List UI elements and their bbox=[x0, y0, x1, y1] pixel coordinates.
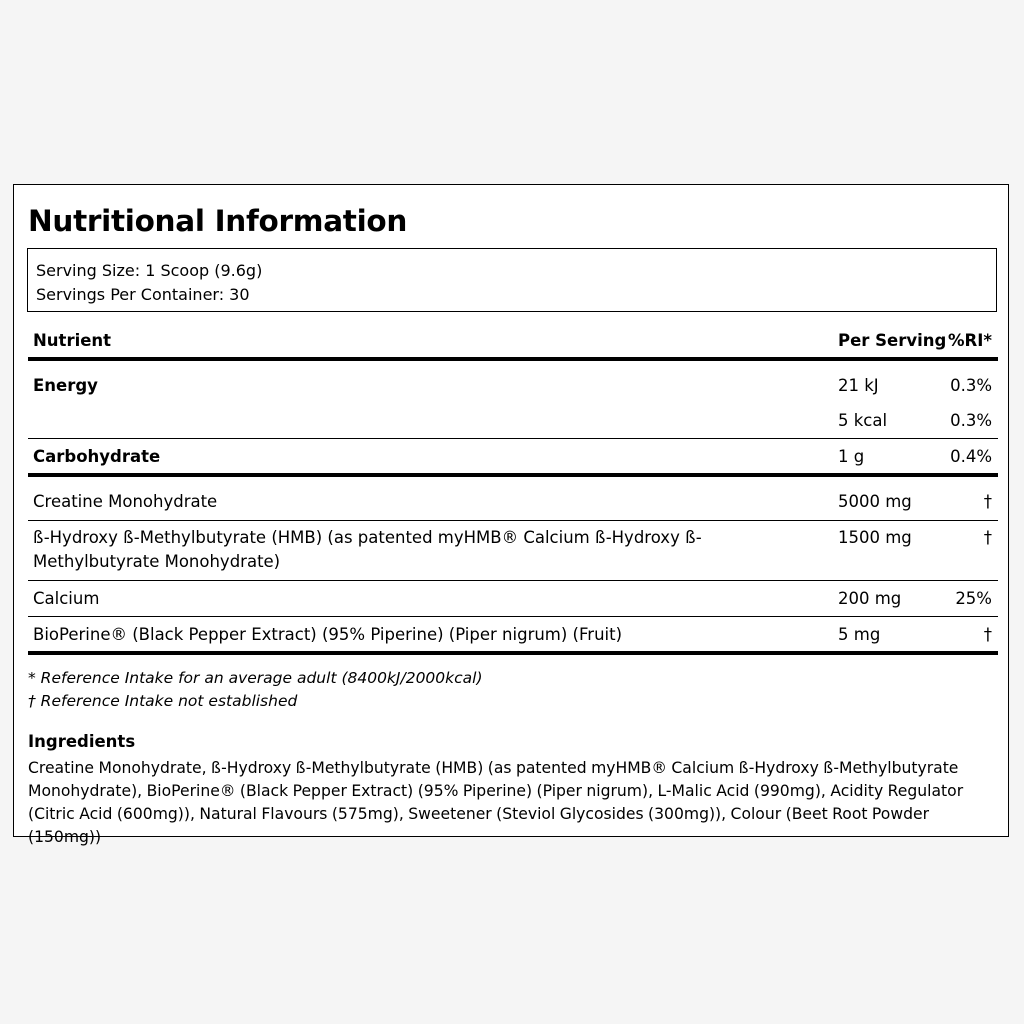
ri-value: 0.4% bbox=[950, 447, 992, 466]
per-serving-value-kcal: 5 kcal bbox=[838, 411, 888, 430]
nutrition-panel bbox=[13, 184, 1009, 846]
ri-value: † bbox=[983, 625, 992, 644]
per-serving-value: 21 kJ bbox=[838, 376, 879, 395]
table-row bbox=[28, 617, 998, 655]
header-per-serving: Per Serving bbox=[838, 331, 947, 350]
ingredients-heading: Ingredients bbox=[28, 732, 136, 751]
ri-footnote: * Reference Intake for an average adult (8400kJ/2000kcal) bbox=[28, 669, 483, 687]
nutrient-name: Energy bbox=[33, 376, 98, 395]
header-ri: %RI* bbox=[947, 331, 992, 350]
table-row bbox=[28, 439, 998, 477]
page-title: Nutritional Information bbox=[28, 204, 408, 238]
ri-value: 25% bbox=[955, 589, 992, 608]
ri-value-kcal: 0.3% bbox=[950, 411, 992, 430]
serving-info-box bbox=[27, 248, 997, 312]
serving-size: Serving Size: 1 Scoop (9.6g) bbox=[36, 261, 263, 280]
per-serving-value: 1 g bbox=[838, 447, 865, 466]
table-row bbox=[28, 521, 998, 581]
table-header-row bbox=[28, 321, 998, 361]
per-serving-value: 1500 mg bbox=[838, 528, 912, 547]
servings-per-container: Servings Per Container: 30 bbox=[36, 285, 250, 304]
table-row bbox=[28, 581, 998, 617]
table-row bbox=[28, 361, 998, 439]
header-nutrient: Nutrient bbox=[33, 331, 112, 350]
nutrient-name: ß-Hydroxy ß-Methylbutyrate (HMB) (as patented myHMB® Calcium ß-Hydroxy ß-Methylbutyrate Monohydrate) bbox=[33, 528, 702, 571]
dagger-footnote: † Reference Intake not established bbox=[28, 692, 298, 710]
nutrient-name: BioPerine® (Black Pepper Extract) (95% Piperine) (Piper nigrum) (Fruit) bbox=[33, 625, 623, 644]
per-serving-value: 5000 mg bbox=[838, 492, 912, 511]
nutrition-table bbox=[28, 321, 998, 655]
footnotes bbox=[28, 667, 483, 713]
per-serving-value: 200 mg bbox=[838, 589, 902, 608]
nutrient-name: Creatine Monohydrate bbox=[33, 492, 218, 511]
ingredients-text: Creatine Monohydrate, ß-Hydroxy ß-Methylbutyrate (HMB) (as patented myHMB® Calcium ß-Hydroxy ß-Methylbutyrate Monohydrate), BioPerine® (Black Pepper Extract) (95% Piperine) (Piper nigrum), L-Malic Acid (990mg), Acidity Regulator (Citric Acid (600mg)), Natural Flavours (575mg), Sweetener (Steviol Glycosides (300mg)), Colour (Beet Root Powder (150mg)) bbox=[28, 759, 964, 846]
nutrient-name: Carbohydrate bbox=[33, 447, 161, 466]
ri-value: † bbox=[983, 492, 992, 511]
ri-value: 0.3% bbox=[950, 376, 992, 395]
nutrient-name: Calcium bbox=[33, 589, 100, 608]
ri-value: † bbox=[983, 528, 992, 547]
per-serving-value: 5 mg bbox=[838, 625, 881, 644]
table-row bbox=[28, 477, 998, 521]
